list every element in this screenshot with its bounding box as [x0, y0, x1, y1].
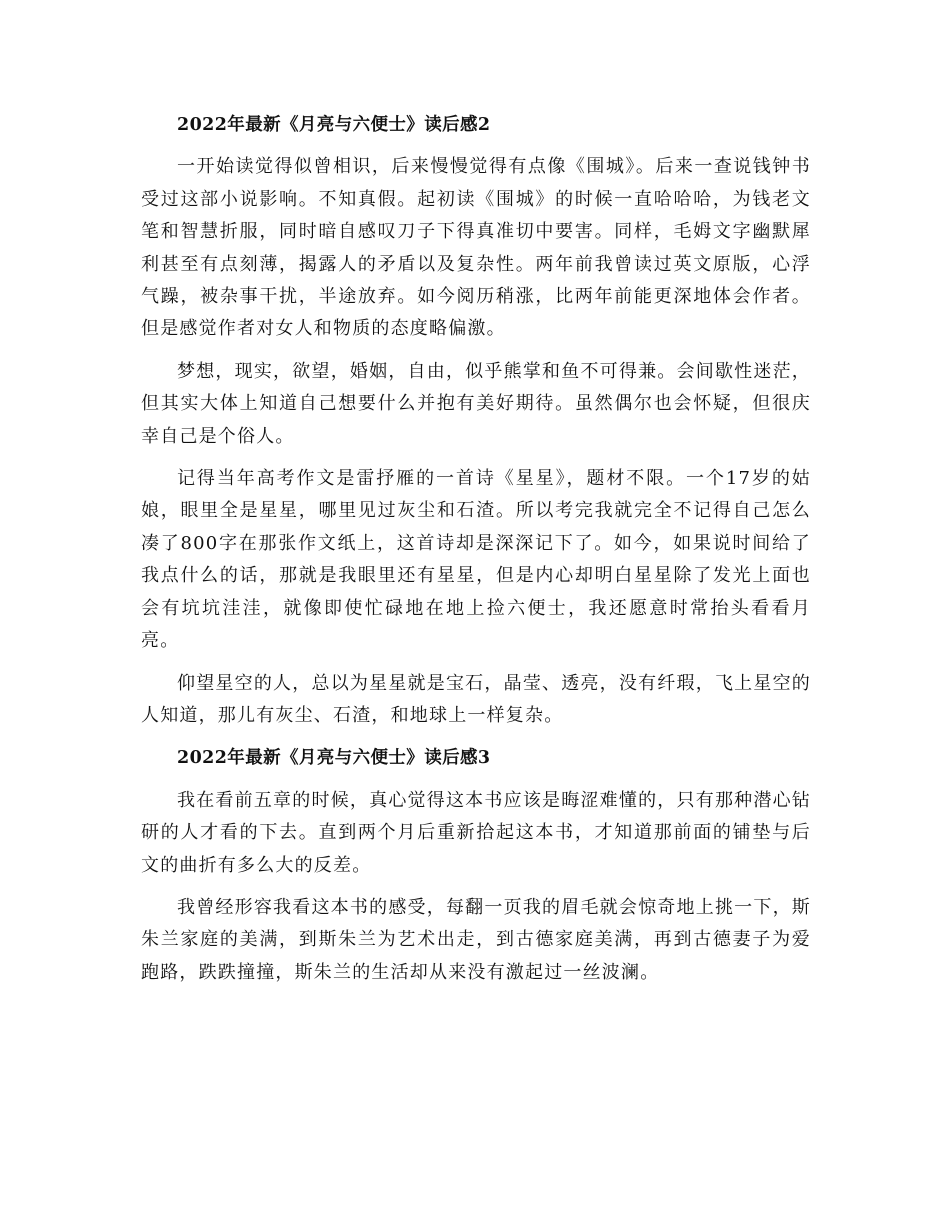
document-body [141, 109, 811, 989]
section-review-3 [141, 742, 811, 989]
paragraph: 我在看前五章的时候，真心觉得这本书应该是晦涩难懂的，只有那种潜心钻研的人才看的下去。直到两个月后重新拾起这本书，才知道那前面的铺垫与后文的曲折有多么大的反差。 [141, 789, 811, 876]
paragraph: 我曾经形容我看这本书的感受，每翻一页我的眉毛就会惊奇地上挑一下，斯朱兰家庭的美满，到斯朱兰为艺术出走，到古德家庭美满，再到古德妻子为爱跑路，跌跌撞撞，斯朱兰的生活却从来没有激起过一丝波澜。 [141, 896, 811, 983]
paragraph: 仰望星空的人，总以为星星就是宝石，晶莹、透亮，没有纤瑕，飞上星空的人知道，那儿有灰尘、石渣，和地球上一样复杂。 [141, 672, 811, 726]
paragraph: 梦想，现实，欲望，婚姻，自由，似乎熊掌和鱼不可得兼。会间歇性迷茫，但其实大体上知道自己想要什么并抱有美好期待。虽然偶尔也会怀疑，但很庆幸自己是个俗人。 [141, 360, 811, 447]
paragraph: 记得当年高考作文是雷抒雁的一首诗《星星》，题材不限。一个17岁的姑娘，眼里全是星星，哪里见过灰尘和石渣。所以考完我就完全不记得自己怎么凑了800字在那张作文纸上，这首诗却是深深记下了。如今，如果说时间给了我点什么的话，那就是我眼里还有星星，但是内心却明白星星除了发光上面也会有坑坑洼洼，就像即使忙碌地在地上捡六便士，我还愿意时常抬头看看月亮。 [141, 468, 811, 652]
section-review-2 [141, 109, 811, 732]
section-heading: 2022年最新《月亮与六便士》读后感2 [177, 115, 491, 135]
section-heading: 2022年最新《月亮与六便士》读后感3 [177, 748, 491, 769]
paragraph: 一开始读觉得似曾相识，后来慢慢觉得有点像《围城》。后来一查说钱钟书受过这部小说影响。不知真假。起初读《围城》的时候一直哈哈哈，为钱老文笔和智慧折服，同时暗自感叹刀子下得真准切中要害。同样，毛姆文字幽默犀利甚至有点刻薄，揭露人的矛盾以及复杂性。两年前我曾读过英文原版，心浮气躁，被杂事干扰，半途放弃。如今阅历稍涨，比两年前能更深地体会作者。但是感觉作者对女人和物质的态度略偏激。 [141, 156, 811, 340]
